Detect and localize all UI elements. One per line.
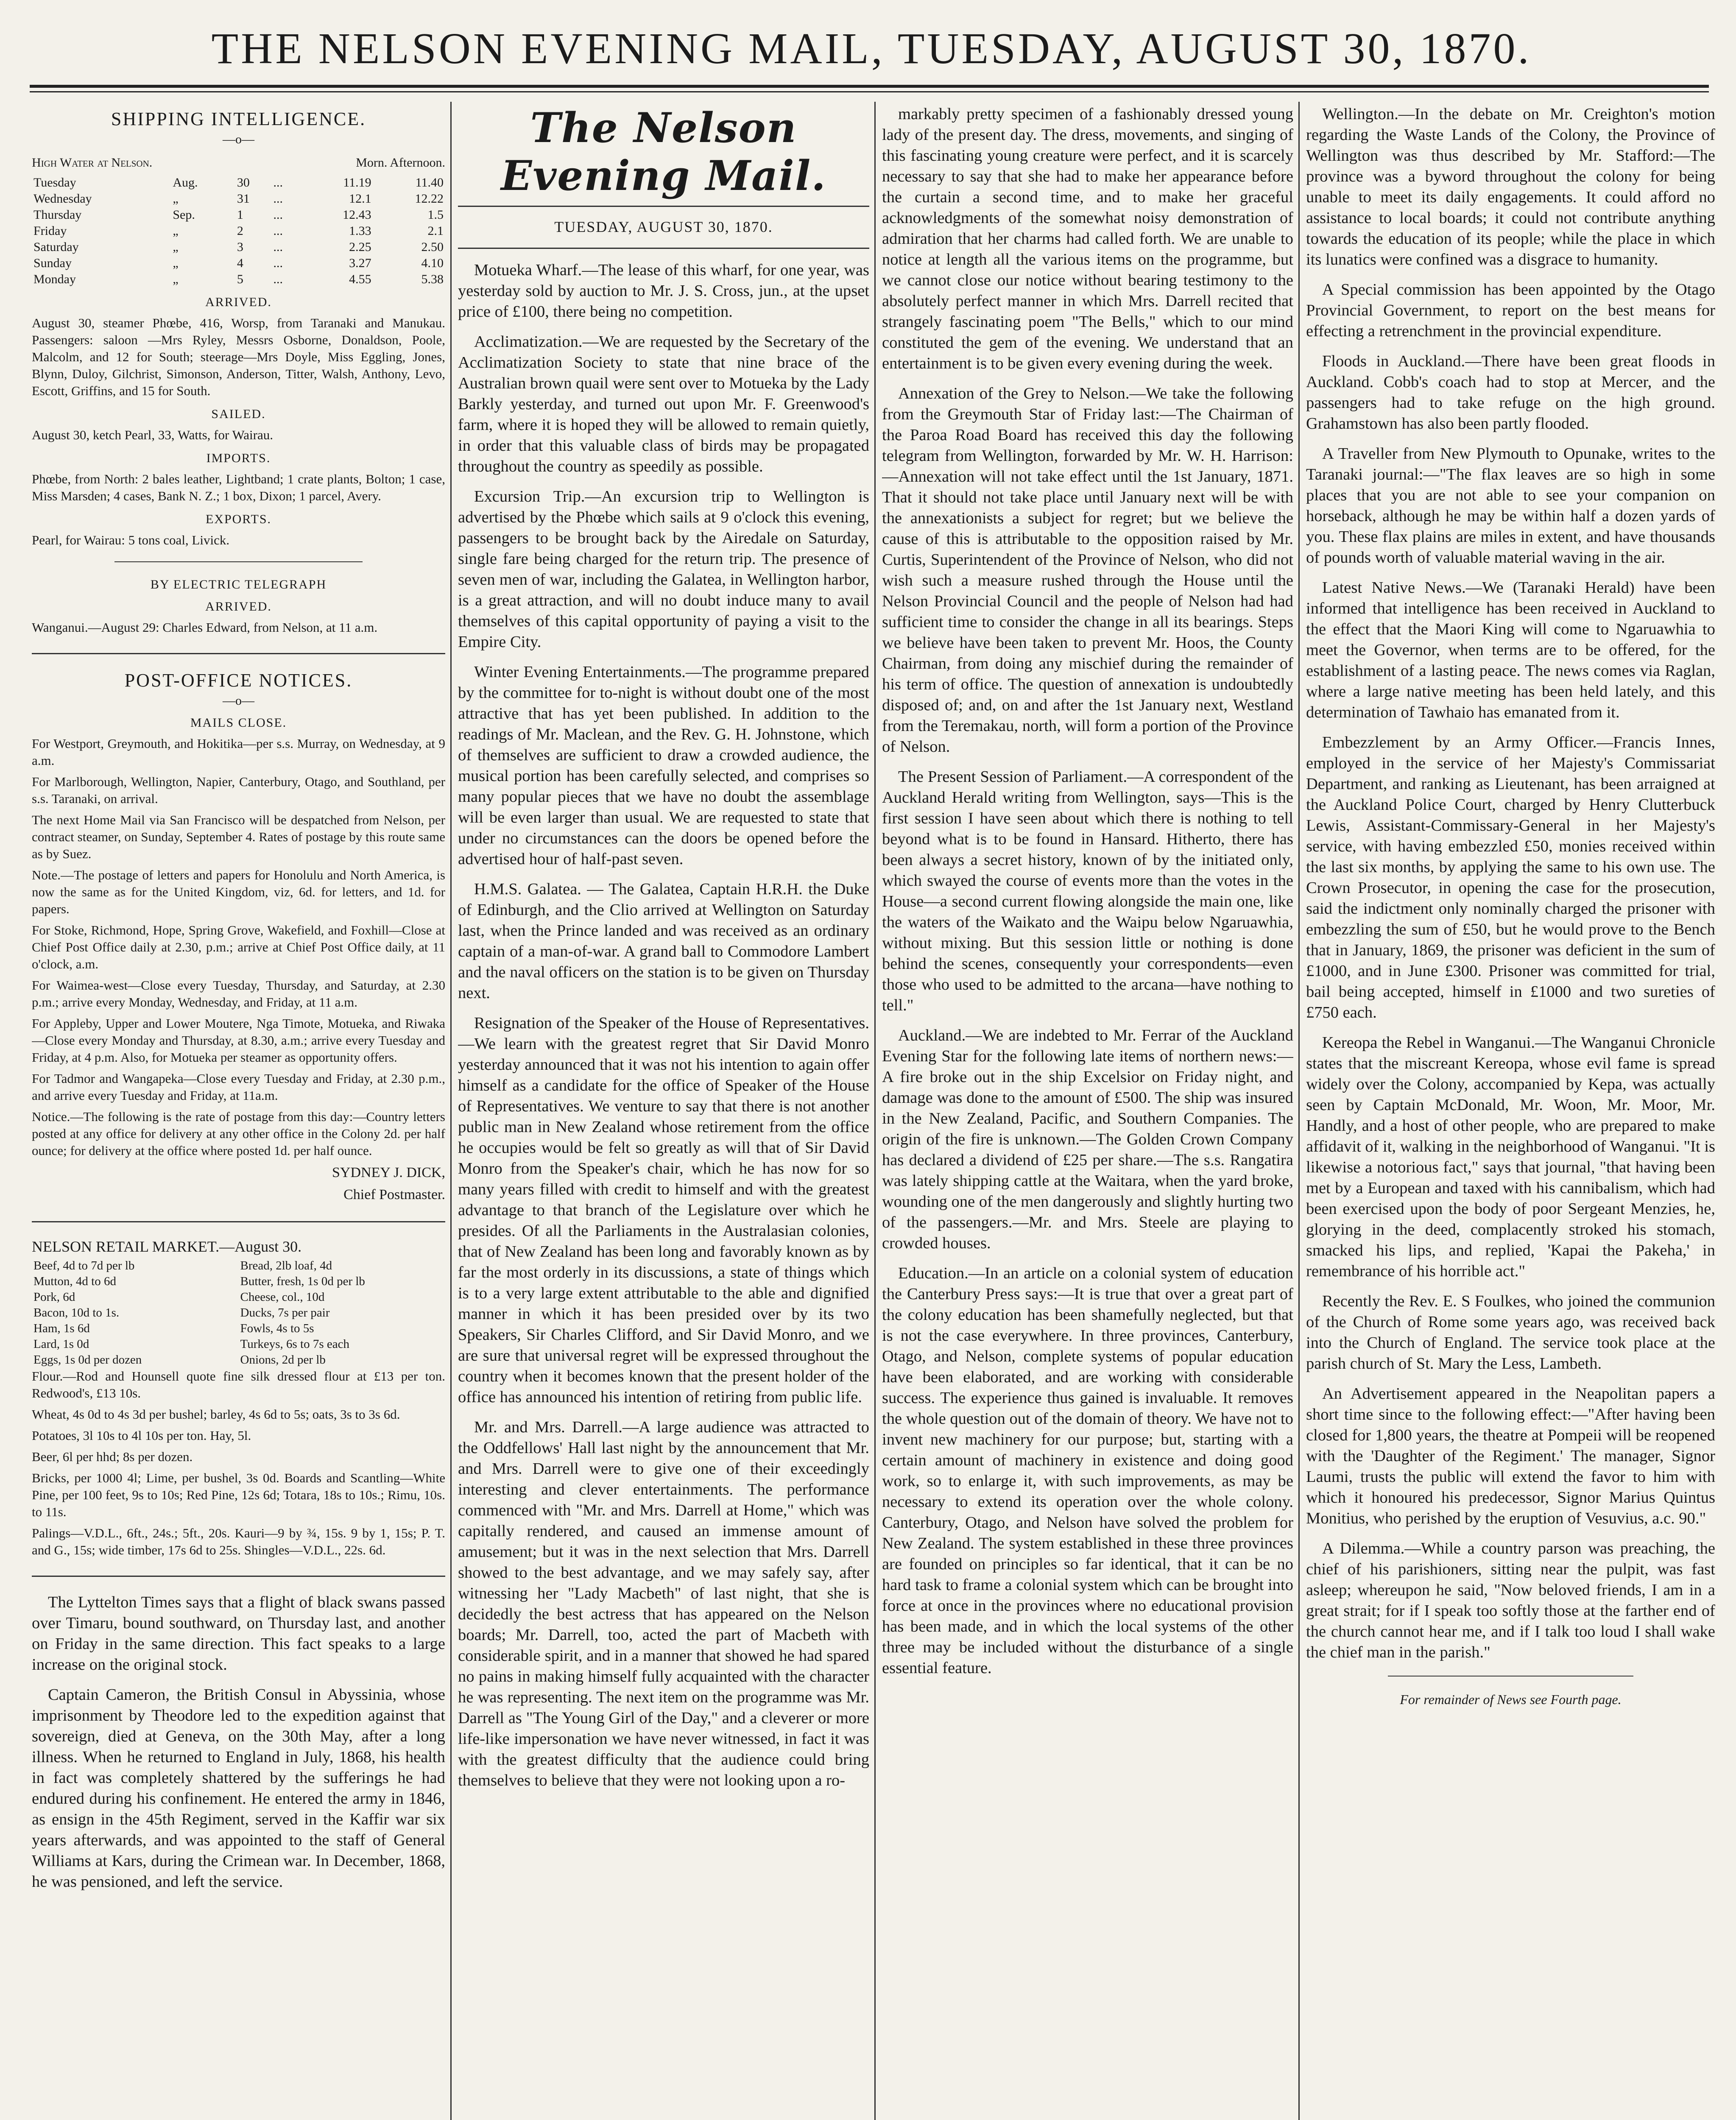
- market-notes: [32, 1368, 445, 1559]
- tide-cell: Thursday: [33, 208, 82, 222]
- nameplate-rule: [458, 206, 869, 207]
- news-paragraph: An Advertisement appeared in the Neapolitan papers a short time since to the following effect:—"After having been closed for 1,800 years, the theatre at Pompeii will be reopened with the 'Daughter of the Regiment.' The manager, Signor Laumi, trusts the public will extend the favor to him with which it honoured his predecessor, Signor Marius Quintus Monitius, who perished by the eruption of Vesuvius, a.c. 90.": [1306, 1385, 1715, 1527]
- column-divider: [874, 102, 876, 2120]
- news-paragraph: Resignation of the Speaker of the House of Representatives.—We learn with the greatest regret that Sir David Monro yesterday announced that it was not his intention to again offer himself as a candidate for the office of Speaker of the House of Representatives. We venture to say that there is not another public man in New Zealand whose retirement from the office he occupies would be felt so greatly as will that of Sir David Monro from the Speaker's chair, which he has now for so many years filled with credit to himself and with the greatest advantage to that branch of the Legislature over which he presides. Of all the Parliaments in the Australasian colonies, that of New Zealand has been long and favorably known as by far the most orderly in its discussions, a state of things which is to a very large extent attributable to the able and dignified manner in which it has been presided over by its two Speakers, Sir Charles Clifford, and Sir David Monro, and we are sure that universal regret will be expressed throughout the country when it becomes known that the present holder of the office has announced his intention of retiring from public life.: [458, 1014, 869, 1406]
- tide-cell: „: [173, 256, 179, 270]
- news-paragraph: Kereopa the Rebel in Wanganui.—The Wanganui Chronicle states that the miscreant Kereopa, whose evil fame is spread widely over the Colony, accompanied by Kepa, was actually seen by Captain McDonald, Mr. Woon, Mr. Moor, Mr. Handly, and a host of other people, who are prepared to make affidavit of it, walking in the neighborhood of Wanganui. "It is likewise a notorious fact," says that journal, "that having been met by a European and taxed with his cannibalism, which had been exercised upon the body of poor Sergeant Menzies, he, glorying in the deed, complacently stroked his stomach, smacked his lips, and replied, 'Kapai the Pakeha,' in remembrance of his horrible act.": [1306, 1034, 1715, 1280]
- col1-news: [32, 1592, 445, 1892]
- market-note: Bricks, per 1000 4l; Lime, per bushel, 3s 0d. Boards and Scantling—White Pine, per 100 feet, 9s to 10s; Red Pine, 12s 6d; Totara, 18s to 10s.; Rimu, 10s. to 11s.: [32, 1470, 445, 1519]
- telegraph-heading: BY ELECTRIC TELEGRAPH: [150, 577, 327, 591]
- shipping-divider: —o—: [223, 132, 254, 146]
- market-cell: Butter, fresh, 1s 0d per lb: [240, 1275, 365, 1288]
- tide-cell: 1.5: [427, 208, 444, 222]
- tide-cell: „: [173, 192, 179, 206]
- market-note: Wheat, 4s 0d to 4s 3d per bushel; barley, 4s 6d to 5s; oats, 3s to 3s 6d.: [32, 1407, 400, 1422]
- news-paragraph: Latest Native News.—We (Taranaki Herald) have been informed that intelligence has been received in Auckland to the effect that the Maori King will come to Ngaruawhia to meet the Governor, when terms are to be offered, for the establishment of a lasting peace. The news comes via Raglan, where a large native meeting has been held lately, and this determination of Tawhaio has emanated from it.: [1306, 579, 1715, 721]
- tide-cell: 30: [237, 176, 250, 190]
- tide-cell: 3.27: [349, 256, 371, 270]
- market-row: [32, 1305, 445, 1321]
- news-paragraph: Annexation of the Grey to Nelson.—We take the following from the Greymouth Star of Friday last:—The Chairman of the Paroa Road Board has received this day the following telegram from Wellington, forwarded by Mr. W. H. Harrison:—Annexation will not take effect until the 1st January, 1871. That it should not take place until January next will be with the annexationists a subject for regret; but we believe the cause of this is attributable to the opposition raised by Mr. Curtis, Superintendent of the Province of Nelson, who did not wish such a measure rushed through the House until the Nelson Provincial Council and the people of Nelson had had sufficient time to consider the change in all its bearings. Steps we believe have been taken to prevent Mr. Hoos, the County Chairman, from doing any mischief during the remainder of his term of office. The question of annexation is undoubtedly disposed of; and, on and after the 1st January next, Westland from the Teremakau, north, will form a portion of the Province of Nelson.: [882, 385, 1293, 756]
- tide-row: [32, 255, 445, 271]
- news-paragraph: The Present Session of Parliament.—A correspondent of the Auckland Herald writing from Wellington, says—This is the first session I have seen about which there is nothing to tell beyond what is to be found in Hansard. Hitherto, there has been always a secret history, known of by the initiated only, which swayed the course of events more than the votes in the House—a second current flowing alongside the main one, like the waters of the Waikato and the Waipu below Ngaruawhia, without mixing. But this session little or nothing is done behind the scenes, consequently your correspondents—even those who used to be admitted to the arcana—have nothing to tell.": [882, 768, 1293, 1014]
- market-note: Potatoes, 3l 10s to 4l 10s per ton. Hay, 5l.: [32, 1428, 251, 1443]
- market-cell: Bread, 2lb loaf, 4d: [240, 1259, 332, 1272]
- sailed-text: August 30, ketch Pearl, 33, Watts, for Wairau.: [32, 427, 273, 442]
- news-paragraph: Captain Cameron, the British Consul in Abyssinia, whose imprisonment by Theodore led to the expedition against that sovereign, died at Geneva, on the 30th May, after a long illness. When he returned to England in July, 1868, his health in fact was completely shattered by the sufferings he had endured during his confinement. He entered the army in 1846, as ensign in the 45th Regiment, served in the Kaffir war six years afterwards, and was appointed to the staff of General Williams at Kars, during the Crimean war. In December, 1868, he was pensioned, and left the service.: [32, 1686, 445, 1891]
- market-cell: Eggs, 1s 0d per dozen: [33, 1353, 142, 1367]
- tide-cell: 2.25: [349, 240, 371, 254]
- tide-row: [32, 223, 445, 239]
- market-row: [32, 1289, 445, 1305]
- market-cell: Turkeys, 6s to 7s each: [240, 1337, 350, 1351]
- post-notice: For Stoke, Richmond, Hope, Spring Grove, Wakefield, and Foxhill—Close at Chief Post Office daily at 2.30, p.m.; arrive at Chief Post Office daily, at 11 o'clock, a.m.: [32, 923, 445, 971]
- masthead-rule: [30, 85, 1709, 88]
- tide-label: High Water at Nelson.: [32, 156, 153, 170]
- tide-cell: Sep.: [173, 208, 195, 222]
- sailed-heading: SAILED.: [211, 407, 266, 421]
- post-notice: For Appleby, Upper and Lower Moutere, Nga Timote, Motueka, and Riwaka—Close every Monday and Thursday, at 8.30, a.m.; arrive every Tuesday and Friday, at 4 p.m. Also, for Motueka per steamer as opportunity offers.: [32, 1016, 445, 1065]
- tide-row: [32, 207, 445, 223]
- news-paragraph: A Dilemma.—While a country parson was preaching, the chief of his parishioners, sitting near the pulpit, was fast asleep; whereupon he said, "Now beloved friends, I am in a great strait; for if I speak too softly those at the farther end of the church cannot hear me, and if I talk too loud I shall wake the chief man in the parish.": [1306, 1540, 1715, 1661]
- col2-articles: [458, 260, 869, 1791]
- tide-cell: 11.19: [343, 176, 371, 190]
- signature-title: Chief Postmaster.: [343, 1187, 445, 1202]
- imports-heading: IMPORTS.: [206, 451, 271, 465]
- tide-cell: 12.22: [415, 192, 444, 206]
- post-notice: For Marlborough, Wellington, Napier, Canterbury, Otago, and Southland, per s.s. Taranaki, on arrival.: [32, 774, 445, 806]
- tide-cell: ...: [273, 192, 283, 206]
- col4-articles: [1306, 104, 1715, 1663]
- news-paragraph: A Special commission has been appointed by the Otago Provincial Government, to report on the best means for effecting a retrenchment in the provincial expenditure.: [1306, 281, 1715, 340]
- news-paragraph: Mr. and Mrs. Darrell.—A large audience was attracted to the Oddfellows' Hall last night by the announcement that Mr. and Mrs. Darrell were to give one of their exceedingly interesting and clever entertainments. The performance commenced with "Mr. and Mrs. Darrell at Home," which was capitally rendered, and caused an immense amount of amusement; but it was in the next selection that Mrs. Darrell showed to the best advantage, and we may safely say, after witnessing her "Lady Macbeth" of last night, that she is decidedly the best actress that has appeared on the Nelson boards; Mr. Darrell, too, acted the part of Macbeth with considerable spirit, and in a manner that showed he had spared no pains in making himself fully acquainted with the character he was representing. The next item on the programme was Mr. Darrell as "The Young Girl of the Day," and a cleverer or more life-like impersonation we have never witnessed, in fact it was with the greatest difficulty that the audience could bring themselves to believe that they were not looking upon a ro-: [458, 1418, 869, 1789]
- section-rule: [32, 653, 445, 654]
- tide-cell: 2.1: [427, 224, 444, 238]
- market-cell: Pork, 6d: [33, 1290, 75, 1304]
- market-title: NELSON RETAIL MARKET.—August 30.: [32, 1238, 302, 1255]
- market-cell: Bacon, 10d to 1s.: [33, 1306, 120, 1319]
- mails-close-heading: MAILS CLOSE.: [190, 716, 287, 730]
- market-cell: Lard, 1s 0d: [33, 1337, 89, 1351]
- tide-cell: „: [173, 240, 179, 254]
- column-3: [882, 104, 1293, 2120]
- column-2: [458, 104, 869, 2120]
- market-row: [32, 1336, 445, 1352]
- news-paragraph: Motueka Wharf.—The lease of this wharf, for one year, was yesterday sold by auction to Mr. J. S. Cross, jun., at the upset price of £100, there being no competition.: [458, 261, 869, 321]
- news-paragraph: Auckland.—We are indebted to Mr. Ferrar of the Auckland Evening Star for the following late items of northern news:—A fire broke out in the ship Excelsior on Friday night, and damage was done to the amount of £500. The ship was insured in the New Zealand, Pacific, and Southern Companies. The origin of the fire is unknown.—The Golden Crown Company has declared a dividend of £25 per share.—The s.s. Rangatira was lately shipping cattle at the Waitara, when the yard broke, wounding one of the men dangerously and slightly hurting two of the passengers.—Mr. and Mrs. Steele are playing to crowded houses.: [882, 1027, 1293, 1252]
- col3-articles: [882, 104, 1293, 1679]
- post-office-heading: POST-OFFICE NOTICES.: [124, 670, 353, 691]
- tide-cell: Saturday: [33, 240, 79, 254]
- imports-text: Phœbe, from North: 2 bales leather, Lightband; 1 crate plants, Bolton; 1 case, Miss Marsden; 4 cases, Bank N. Z.; 1 box, Dixon; 1 parcel, Avery.: [32, 471, 445, 503]
- news-paragraph: markably pretty specimen of a fashionably dressed young lady of the present day. The dress, movements, and singing of this fascinating young creature were perfect, and it is scarcely necessary to say that she had to make her appearance before the curtain a second time, and to make her graceful acknowledgments of the somewhat noisy demonstration of admiration that her charms had called forth. We are unable to notice at length all the various items on the programme, but we cannot close our notice without bearing testimony to the absolutely perfect manner in which Mrs. Darrell recited that strangely fascinating poem "The Bells," which to our mind constituted the gem of the evening. We understand that an entertainment is to be given every evening during the week.: [882, 105, 1293, 372]
- column-1: [32, 104, 445, 2120]
- post-notice: For Tadmor and Wangapeka—Close every Tuesday and Friday, at 2.30 p.m., and arrive every Tuesday and Friday, at 11a.m.: [32, 1071, 445, 1103]
- market-note: Palings—V.D.L., 6ft., 24s.; 5ft., 20s. Kauri—9 by ¾, 15s. 9 by 1, 15s; P. T. and G., 15s; wide timber, 17s 6d to 25s. Shingles—V.D.L., 22s. 6d.: [32, 1526, 445, 1557]
- post-notice: For Westport, Greymouth, and Hokitika—per s.s. Murray, on Wednesday, at 9 a.m.: [32, 736, 445, 768]
- paper-nameplate: The Nelson Evening Mail.: [501, 104, 826, 200]
- tide-row: [32, 239, 445, 255]
- market-row: [32, 1321, 445, 1336]
- column-4: [1306, 104, 1715, 2120]
- tide-columns: Morn. Afternoon.: [356, 156, 445, 170]
- tide-table: [32, 175, 445, 287]
- tide-cell: 5.38: [421, 272, 444, 286]
- tide-cell: 4: [237, 256, 243, 270]
- market-note: Beer, 6l per hhd; 8s per dozen.: [32, 1449, 193, 1464]
- tide-cell: 4.10: [421, 256, 444, 270]
- tide-cell: 3: [237, 240, 243, 254]
- tide-cell: 5: [237, 272, 243, 286]
- dateline-rule: [458, 248, 869, 249]
- post-divider: —o—: [223, 694, 254, 708]
- masthead-title: THE NELSON EVENING MAIL, TUESDAY, AUGUST 30, 1870.: [211, 24, 1532, 73]
- masthead: [30, 17, 1713, 81]
- post-notice: For Waimea-west—Close every Tuesday, Thursday, and Saturday, at 2.30 p.m.; arrive every Monday, Wednesday, and Friday, at 11 a.m.: [32, 978, 445, 1010]
- news-paragraph: Recently the Rev. E. S Foulkes, who joined the communion of the Church of Rome some years ago, was received back into the Church of England. The service took place at the parish church of St. Mary the Less, Lambeth.: [1306, 1292, 1715, 1372]
- news-paragraph: Education.—In an article on a colonial system of education the Canterbury Press says:—It is true that over a great part of the colony education has been shamefully neglected, but that is not the case everywhere. In three provinces, Canterbury, Otago, and Nelson, complete systems of popular education have been elaborated, and are working with considerable success. The experience thus gained is invaluable. It removes the whole question out of the domain of theory. We have not to invent new machinery for our purpose; but, starting with a certain amount of machinery in existence and doing good work, so to enlarge it, with such improvements, as may be necessary to extend its operation over the whole colony. Canterbury, Otago, and Nelson have solved the problem for New Zealand. The system established in these three provinces are founded on principles so far identical, that it can be no hard task to frame a colonial system which can be brought into force at once in the provinces where no educational provision has been made, and in which the local systems of the other three may be included without the disturbance of a single essential feature.: [882, 1264, 1293, 1677]
- column-divider: [1298, 102, 1300, 2120]
- market-cell: Beef, 4d to 7d per lb: [33, 1259, 135, 1272]
- telegraph-text: Wanganui.—August 29: Charles Edward, from Nelson, at 11 a.m.: [32, 620, 378, 635]
- tide-row: [32, 191, 445, 207]
- tide-cell: 12.1: [349, 192, 371, 206]
- section-rule: [32, 1576, 445, 1577]
- tide-row: [32, 271, 445, 287]
- tide-cell: 1: [237, 208, 243, 222]
- column-divider: [450, 102, 452, 2120]
- news-paragraph: Floods in Auckland.—There have been great floods in Auckland. Cobb's coach had to stop at Mercer, and the passengers had to take refuge on the high ground. Grahamstown has also been partly flooded.: [1306, 352, 1715, 432]
- post-notice: Note.—The postage of letters and papers for Honolulu and North America, is now the same as for the United Kingdom, viz, 6d. for letters, and 1d. for papers.: [32, 868, 445, 916]
- tide-cell: 31: [237, 192, 250, 206]
- news-paragraph: H.M.S. Galatea. — The Galatea, Captain H.R.H. the Duke of Edinburgh, and the Clio arrived at Wellington on Saturday last, when the Prince landed and was received as an ordinary captain of a man-of-war. A grand ball to Commodore Lambert and the naval officers on the station is to be given on Thursday next.: [458, 880, 869, 1002]
- tide-cell: ...: [273, 176, 283, 190]
- market-table: [32, 1258, 445, 1368]
- tide-cell: Tuesday: [33, 176, 76, 190]
- tide-cell: ...: [273, 208, 283, 222]
- news-paragraph: Wellington.—In the debate on Mr. Creighton's motion regarding the Waste Lands of the Colony, the Province of Wellington was thus described by Mr. Stafford:—The province was a byword throughout the colony for being unable to meet its daily engagements. It could afford no assistance to local boards; it could not contribute anything towards the education of its people; while the place in which its lunatics were confined was a disgrace to humanity.: [1306, 105, 1715, 268]
- tide-cell: ...: [273, 224, 283, 238]
- market-row: [32, 1274, 445, 1289]
- market-note: Flour.—Rod and Hounsell quote fine silk dressed flour at £13 per ton. Redwood's, £13 10s.: [32, 1369, 445, 1400]
- news-paragraph: A Traveller from New Plymouth to Opunake, writes to the Taranaki journal:—"The flax leaves are so high in some places that you are not able to see your companion on horseback, although he may be within half a dozen yards of you. These flax plains are miles in extent, and have thousands of pounds worth of valuable material waving in the air.: [1306, 445, 1715, 566]
- footer-note: For remainder of News see Fourth page.: [1400, 1692, 1622, 1707]
- market-cell: Cheese, col., 10d: [240, 1290, 325, 1304]
- news-paragraph: Excursion Trip.—An excursion trip to Wellington is advertised by the Phœbe which sails at 9 o'clock this evening, passengers to be brought back by the Airedale on Saturday, single fare being charged for the return trip. The presence of seven men of war, including the Galatea, in Wellington harbor, is a great attraction, and will no doubt induce many to avail themselves of this capital opportunity of paying a visit to the Empire City.: [458, 488, 869, 651]
- tide-cell: 11.40: [415, 176, 444, 190]
- arrived-heading: ARRIVED.: [205, 295, 272, 309]
- masthead-rule-thin: [30, 91, 1709, 92]
- post-notice: The next Home Mail via San Francisco will be despatched from Nelson, per contract steamer, on Sunday, September 4. Rates of postage by this route same as by Suez.: [32, 812, 445, 861]
- exports-text: Pearl, for Wairau: 5 tons coal, Livick.: [32, 533, 230, 547]
- market-row: [32, 1258, 445, 1274]
- tide-cell: 12.43: [343, 208, 371, 222]
- tide-cell: 2: [237, 224, 243, 238]
- section-rule: [32, 1221, 445, 1222]
- post-notices: [32, 735, 445, 1159]
- tide-cell: Monday: [33, 272, 76, 286]
- market-cell: Ham, 1s 6d: [33, 1322, 90, 1335]
- news-paragraph: Winter Evening Entertainments.—The programme prepared by the committee for to-night is without doubt one of the most attractive that has yet been published. In addition to the readings of Mr. Maclean, and the Rev. G. H. Johnstone, which of themselves are sufficient to draw a crowded audience, the musical portion has been carefully selected, and comprises so many popular pieces that we have no doubt the assemblage will be even larger than usual. We are requested to state that under no circumstances can the doors be opened before the advertised hour of half-past seven.: [458, 663, 869, 868]
- tide-cell: 2.50: [421, 240, 444, 254]
- arrived-text: August 30, steamer Phœbe, 416, Worsp, from Taranaki and Manukau. Passengers: saloon —Mrs Ryley, Messrs Osborne, Donaldson, Poole, Malcolm, and 12 for South; steerage—Mrs Doyle, Miss Eggling, Jones, Blynn, Duloy, Gilchrist, Simonson, Anderson, Titter, Walsh, Anthony, Levo, Escott, Griffins, and 15 for South.: [32, 315, 445, 398]
- tide-cell: „: [173, 224, 179, 238]
- tide-cell: Aug.: [173, 176, 198, 190]
- tide-row: [32, 175, 445, 191]
- tide-header: [32, 154, 445, 171]
- market-cell: Onions, 2d per lb: [240, 1353, 326, 1367]
- market-row: [32, 1352, 445, 1368]
- tide-cell: 4.55: [349, 272, 371, 286]
- tide-cell: „: [173, 272, 179, 286]
- signature-name: SYDNEY J. DICK,: [332, 1165, 445, 1180]
- exports-heading: EXPORTS.: [205, 512, 272, 526]
- tide-cell: 1.33: [349, 224, 371, 238]
- market-cell: Mutton, 4d to 6d: [33, 1275, 116, 1288]
- tide-cell: Sunday: [33, 256, 72, 270]
- tide-cell: ...: [273, 256, 283, 270]
- tide-cell: Wednesday: [33, 192, 92, 206]
- news-paragraph: The Lyttelton Times says that a flight of black swans passed over Timaru, bound southward, on Thursday last, and another on Friday in the same direction. This fact speaks to a large increase on the original stock.: [32, 1593, 445, 1674]
- dateline: TUESDAY, AUGUST 30, 1870.: [554, 218, 773, 235]
- tide-cell: ...: [273, 240, 283, 254]
- shipping-heading: SHIPPING INTELLIGENCE.: [111, 109, 366, 129]
- telegraph-arrived-heading: ARRIVED.: [205, 600, 272, 614]
- post-notice: Notice.—The following is the rate of postage from this day:—Country letters posted at any office for delivery at any other office in the Colony 2d. per half ounce; for delivery at the office where posted 1d. per half ounce.: [32, 1109, 445, 1158]
- tide-cell: ...: [273, 272, 283, 286]
- tide-cell: Friday: [33, 224, 67, 238]
- news-paragraph: Acclimatization.—We are requested by the Secretary of the Acclimatization Society to state that nine brace of the Australian brown quail were sent over to Motueka by the Lady Barkly yesterday, and turned out upon Mr. F. Greenwood's farm, where it is hoped they will be allowed to remain quietly, in order that this valuable class of birds may be propagated throughout the country as speedily as possible.: [458, 333, 869, 475]
- market-cell: Ducks, 7s per pair: [240, 1306, 330, 1319]
- market-cell: Fowls, 4s to 5s: [240, 1322, 314, 1335]
- news-paragraph: Embezzlement by an Army Officer.—Francis Innes, employed in the service of her Majesty's Commissariat Department, and ranking as Lieutenant, has been arraigned at the Auckland Police Court, charged by Henry Clutterbuck Lewis, Assistant-Commissary-General in her Majesty's service, with having embezzled £50, monies received within the last six months, by applying the same to his own use. The Crown Prosecutor, in opening the case for the prosecution, said the indictment only nominally charged the prisoner with embezzling the sum of £50, but he would prove to the Bench that in January, 1869, the prisoner was deficient in the sum of £1000, and in June £300. Prisoner was committed for trial, bail being accepted, himself in £1000 and two sureties of £750 each.: [1306, 734, 1715, 1021]
- section-rule: [114, 561, 363, 562]
